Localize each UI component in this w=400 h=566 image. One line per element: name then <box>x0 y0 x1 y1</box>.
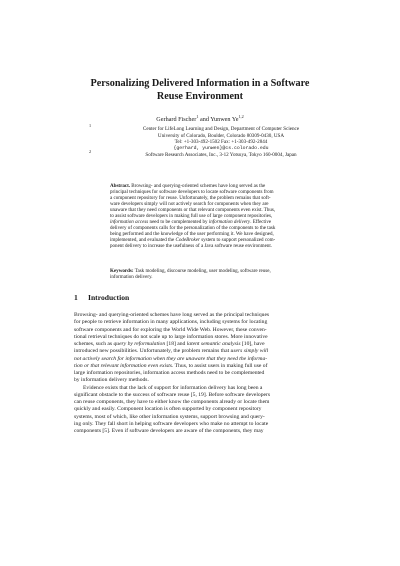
body-line <box>74 348 336 355</box>
body-line <box>74 414 336 421</box>
affiliation-block: 2 Software Research Associates, Inc., 3-12 Yotsuya, Tokyo 160-0004, Japan <box>96 152 346 159</box>
body-line <box>74 421 336 428</box>
body-line <box>74 392 336 399</box>
body-line <box>74 327 336 334</box>
affiliation-email: {gerhard, yunwen}@cs.colorado.edu <box>173 145 269 151</box>
emphasized-text: not actively search for information when they are unaware that they need the informa- <box>74 355 268 362</box>
body-text-segment: significant obstacle to the success of software reuse [5, 19]. Before software developers <box>74 391 271 398</box>
body-text-segment: systems, most of which, like other information systems, support browsing and query- <box>74 413 265 420</box>
paper-title <box>60 77 340 103</box>
body-line <box>74 428 336 435</box>
keywords <box>110 268 294 280</box>
abstract-label: Abstract. <box>110 183 131 189</box>
body-line <box>74 406 336 413</box>
body-text-segment: for people to retrieve information in many applications, including systems for locating <box>74 319 268 326</box>
body-text-segment: by information delivery methods. <box>74 377 149 384</box>
author-list <box>60 113 340 124</box>
abstract <box>110 183 294 250</box>
author-name: Gerhard Fischer <box>156 116 197 123</box>
body-line <box>74 356 336 363</box>
body-text-segment: software components and for exploring the World Wide Web. However, these conven- <box>74 326 267 333</box>
author-name: Yunwen Ye <box>210 116 239 123</box>
abstract-text: principal techniques for software developers to locate software components from <box>110 189 274 196</box>
body-text-segment: Evidence exists that the lack of support for information delivery has long been a <box>83 384 263 391</box>
body-line <box>74 385 336 392</box>
author-affiliation-mark: 1,2 <box>238 113 244 119</box>
affiliation-block: 1 Center for LifeLong Learning and Design, Department of Computer Science University of Colorado, Boulder, Colorado 80309-0430, USA Tel: +1-303-492-1502 Fax: +1-303-492-2844 {gerhard, yunwen}@cs.colorado.edu <box>96 126 346 152</box>
body-text-segment: [10], have <box>240 341 265 347</box>
keywords-text: Task modeling, discourse modeling, user modeling, software reuse, <box>133 268 271 274</box>
affiliation-line: University of Colorado, Boulder, Colorado 80309-0430, USA <box>157 132 285 139</box>
section-title: Introduction <box>88 293 130 302</box>
abstract-text: need to be complemented by <box>148 219 209 226</box>
body-text-segment: quickly and easily. Component location is often supported by component repository <box>74 406 262 413</box>
body-line <box>74 319 336 326</box>
body-line <box>74 341 336 348</box>
abstract-text: a component repository for reuse. Unfortunately, the problem remains that soft- <box>110 195 271 202</box>
abstract-text: ware developers simply will not actively search for components when they are <box>110 201 269 208</box>
abstract-text: implemented, and evaluated the <box>110 237 176 244</box>
body-line <box>74 312 336 319</box>
title-line: Reuse Environment <box>156 91 244 102</box>
keywords-text: information delivery. <box>110 274 153 281</box>
keywords-label: Keywords: <box>110 268 134 274</box>
emphasized-text: tion or that relevant information even exists <box>74 362 172 369</box>
body-text-segment: ing only. They fall short in helping software developers who make no attempt to locate <box>74 420 269 427</box>
emphasized-text: latent semantic analysis <box>186 341 241 347</box>
body-line <box>74 399 336 406</box>
emphasized-text: query by reformulation <box>113 341 166 347</box>
affiliation-line: Center for LifeLong Learning and Design, Department of Computer Science <box>142 126 300 132</box>
author-affiliation-mark: 1 <box>196 113 199 119</box>
abstract-text: . Effective <box>250 219 272 226</box>
author-conjunction: and <box>199 116 209 123</box>
body-text-segment: . Thus, to assist users in making full use of <box>171 362 268 369</box>
abstract-text: to assist software developers in making full use of large component repositories, <box>110 213 273 220</box>
abstract-text: delivery of components calls for the personalization of the components to the task <box>110 225 276 232</box>
abstract-emphasis: information access <box>110 219 149 226</box>
emphasized-text: users simply will <box>230 348 269 355</box>
affiliation-line: Software Research Associates, Inc., 3-12 Yotsuya, Tokyo 160-0004, Japan <box>145 152 297 158</box>
body-line <box>74 377 336 384</box>
abstract-text: Browsing- and querying-oriented schemes have long served as the <box>130 183 266 189</box>
affiliation-line: Tel: +1-303-492-1502 Fax: +1-303-492-2844 <box>174 139 268 145</box>
abstract-emphasis: information delivery <box>208 219 251 226</box>
body-line <box>74 363 336 370</box>
body-text-segment: introduced new possibilities. Unfortunately, the problem remains that <box>74 348 231 355</box>
body-text-segment: tional retrieval techniques do not scale up to large information stores. More innovative <box>74 333 268 340</box>
body-line <box>74 370 336 377</box>
section-heading <box>74 293 129 302</box>
body-text-segment: components [5]. Even if software developers are aware of the components, they may <box>74 428 264 434</box>
body-text-segment: large information repositories, information access methods need to be complemented <box>74 370 265 376</box>
body-text-segment: Browsing- and querying-oriented schemes have long served as the principal techniques <box>74 312 270 318</box>
abstract-text: ponent delivery to increase the usefulness of a Java software reuse environment. <box>110 243 273 250</box>
body-text-segment: can reuse components, they have to either know the components already or locate them <box>74 399 270 405</box>
body-text <box>74 312 336 435</box>
system-name: CodeBroker <box>175 237 200 244</box>
abstract-text: unaware that they need components or that relevant components even exist. Thus, <box>110 207 276 214</box>
section-number: 1 <box>74 293 78 302</box>
body-line <box>74 334 336 341</box>
body-text-segment: [18] and <box>165 341 187 347</box>
title-line: Personalizing Delivered Information in a Software <box>90 78 310 89</box>
body-text-segment: schemes, such as <box>74 341 114 347</box>
abstract-text: system to support personalized com- <box>199 237 276 244</box>
abstract-text: being performed and the knowledge of the user performing it. We have designed, <box>110 231 274 238</box>
